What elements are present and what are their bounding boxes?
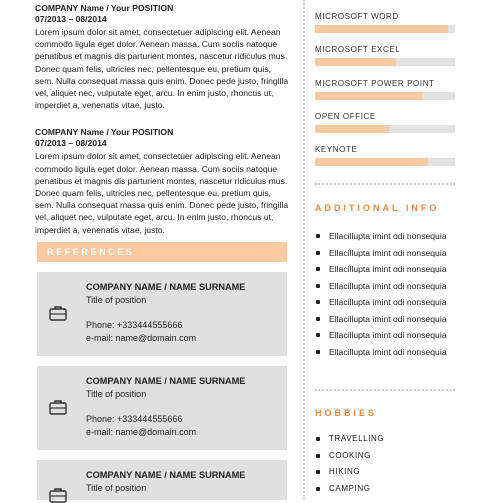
hobbies-list [315,431,465,497]
list-item: Ellacillupta imint odi nonsequia [315,311,465,328]
reference-position: Title of position [86,483,147,493]
skill-bar [315,92,455,100]
reference-card [37,366,287,450]
job-title: COMPANY Name / Your POSITION [35,127,174,138]
reference-name: COMPANY NAME / NAME SURNAME [86,282,246,292]
list-item: Ellacillupta imint odi nonsequia [315,278,465,295]
list-item: Ellacillupta imint odi nonsequia [315,228,465,245]
reference-name: COMPANY NAME / NAME SURNAME [86,470,246,480]
list-item: Ellacillupta imint odi nonsequia [315,294,465,311]
column-divider [303,0,305,500]
skill-bar [315,25,455,33]
skill-bar [315,158,455,166]
skill-item [315,112,455,133]
job-description: Lorem ipsum dolor sit amet, consectetuer adipiscing elit. Aenean commodo ligula eget dolor. Aenean massa. Cum sociis natoque penatibus et magnis dis parturient montes, nascetur ridiculus mus. Donec quam felis, ultricies nec, pellentesque eu, pretium quis, sem. Nulla consequat massa quis enim. Donec pede justo, fringilla vel, aliquet nec, vulputate eget, arcu. In enim justo, rhoncus ut, imperdiet a, venenatis vitae, justo. [35,151,289,235]
reference-email: e-mail: name@domain.com [86,333,197,343]
list-item: Ellacillupta imint odi nonsequia [315,327,465,344]
skill-fill [315,125,389,133]
reference-position: Title of position [86,295,147,305]
reference-position: Title of position [86,389,147,399]
job-dates: 07/2013 – 08/2014 [35,14,107,24]
skill-label: KEYNOTE [315,145,358,154]
briefcase-icon [49,487,67,503]
hobbies-heading: HOBBIES [315,408,378,418]
reference-email: e-mail: name@domain.com [86,427,197,437]
list-item: HIKING [315,464,465,481]
additional-info-heading: ADDITIONAL INFO [315,203,440,213]
briefcase-icon [49,305,67,321]
job-description: Lorem ipsum dolor sit amet, consectetuer adipiscing elit. Aenean commodo ligula eget dolor. Aenean massa. Cum sociis natoque penatibus et magnis dis parturient montes, nascetur ridiculus mus. Donec quam felis, ultricies nec, pellentesque eu, pretium quis, sem. Nulla consequat massa quis enim. Donec pede justo, fringilla vel, aliquet nec, vulputate eget, arcu. In enim justo, rhoncus ut, imperdiet a, venenatis vitae, justo. [35,27,289,111]
experience-entry [35,127,290,235]
skill-item [315,79,455,100]
references-heading: REFERENCES [37,242,287,262]
skill-fill [315,58,396,66]
job-dates: 07/2013 – 08/2014 [35,138,107,149]
skill-label: OPEN OFFICE [315,112,376,121]
skill-fill [315,158,428,166]
job-title: COMPANY Name / Your POSITION [35,3,174,13]
reference-card [37,460,287,500]
list-item: COOKING [315,448,465,465]
reference-phone: Phone: +333444555666 [86,320,183,330]
list-item: Ellacillupta imint odi nonsequia [315,245,465,262]
skill-item [315,45,455,66]
reference-phone: Phone: +333444555666 [86,414,183,424]
skill-item [315,145,455,166]
skill-label: MICROSOFT WORD [315,12,399,21]
skill-fill [315,92,423,100]
list-item: TRAVELLING [315,431,465,448]
experience-section [35,0,290,236]
skill-fill [315,25,448,33]
list-item: Ellacillupta imint odi nonsequia [315,261,465,278]
list-item: CAMPING [315,481,465,498]
additional-info-list [315,228,465,360]
reference-name: COMPANY NAME / NAME SURNAME [86,376,246,386]
reference-card [37,272,287,356]
section-divider [315,183,455,185]
experience-entry [35,3,290,111]
briefcase-icon [49,399,67,415]
list-item: Ellacillupta imint odi nonsequia [315,344,465,361]
skill-item [315,12,455,33]
skill-label: MICROSOFT EXCEL [315,45,401,54]
skill-bar [315,125,455,133]
section-divider [315,389,455,391]
skill-bar [315,58,455,66]
skill-label: MICROSOFT POWER POINT [315,79,435,88]
